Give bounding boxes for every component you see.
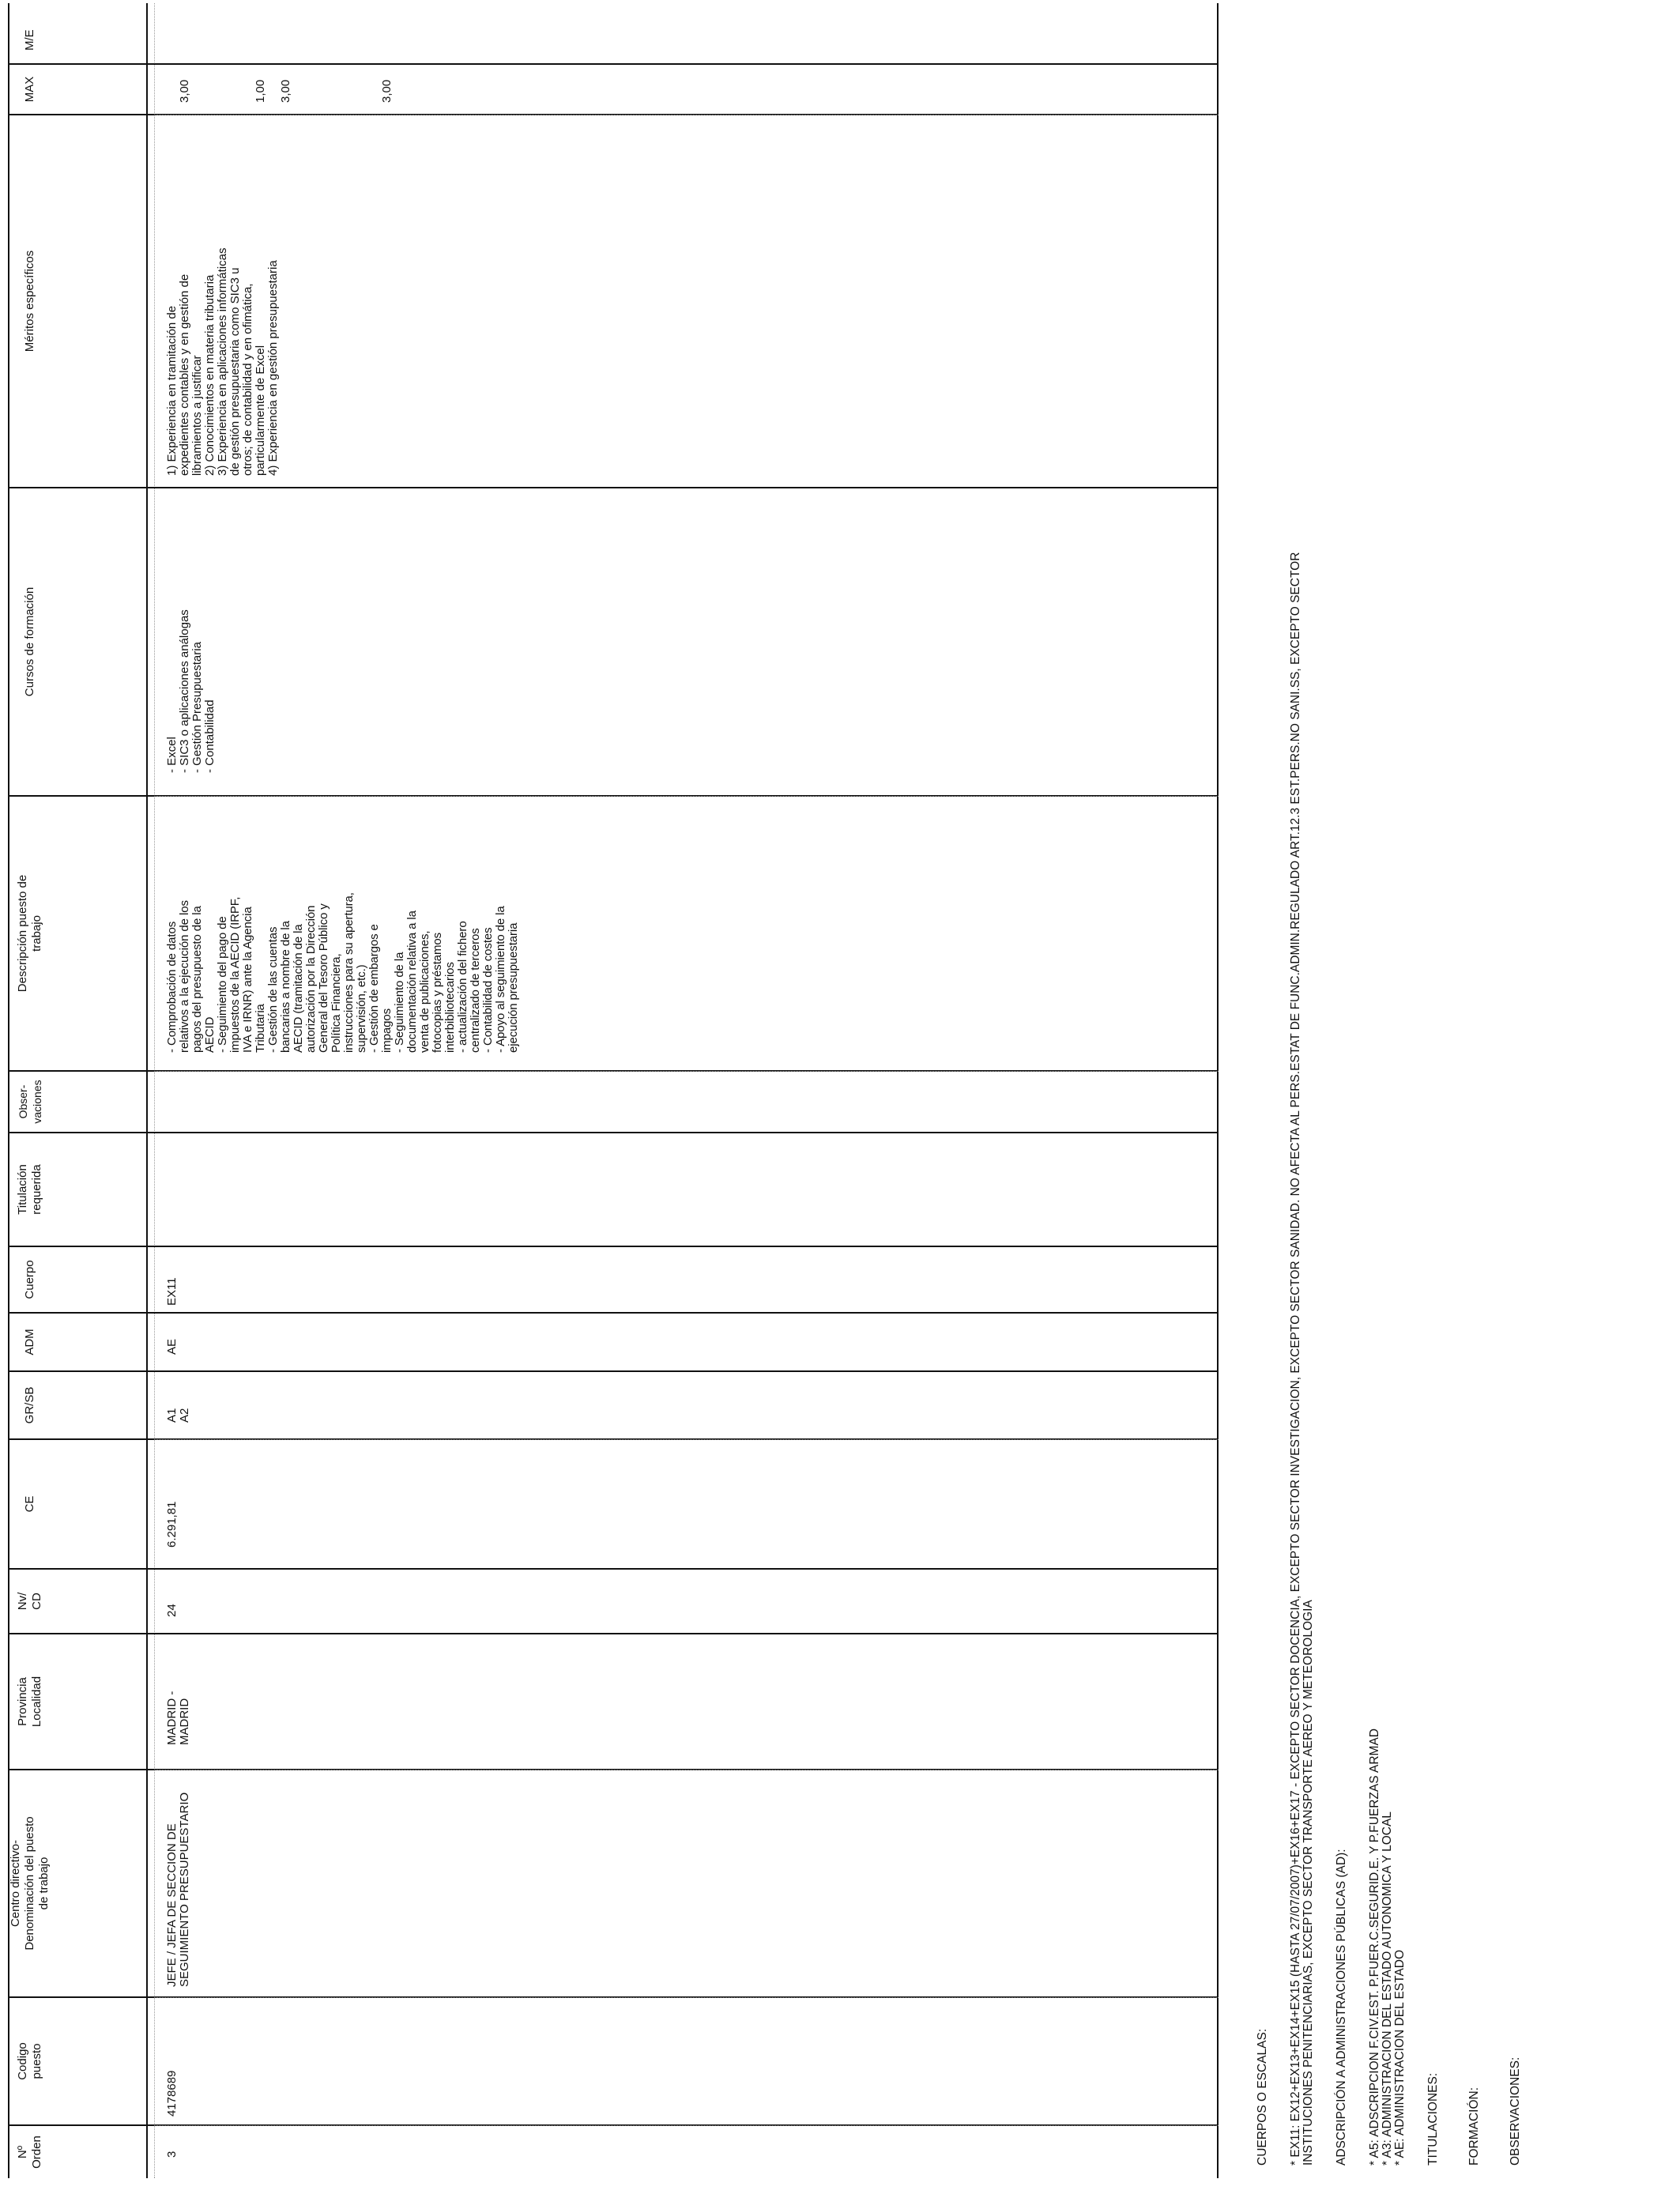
header-observaciones: Obser- vaciones xyxy=(17,1080,43,1124)
col-me xyxy=(8,3,1219,63)
col-provincia xyxy=(8,1633,1219,1769)
adscripcion-text: * A5: ADSCRIPCION F.CIV.EST. P.FUER.C.SEGURID.E. Y P.FUERZAS ARMAD * A3: ADMINISTRACION DEL ESTADO AUTONOMICA Y LOCAL * AE: ADMINISTRACION DEL ESTADO xyxy=(1368,1728,1407,2166)
header-provincia: Provincia Localidad xyxy=(16,1676,43,1728)
cell-provincia: MADRID - MADRID xyxy=(165,1691,191,1745)
titulaciones-title: TITULACIONES: xyxy=(1426,2072,1440,2166)
legend-footer xyxy=(1256,32,1543,2166)
cuerpos-title: CUERPOS O ESCALAS: xyxy=(1256,2028,1269,2166)
dotted-guide xyxy=(154,1071,1219,1072)
col-max xyxy=(8,63,1219,114)
observaciones-title: OBSERVACIONES: xyxy=(1509,2056,1522,2166)
dotted-guide xyxy=(154,2125,1219,2126)
max-value-2: 1,00 xyxy=(254,79,267,103)
cell-cuerpo: EX11 xyxy=(165,1277,179,1306)
col-grupo xyxy=(8,1370,1219,1438)
dotted-guide xyxy=(154,796,1219,797)
max-spacer-5 xyxy=(356,70,368,103)
cell-cursos: - Excel - SIC3 o aplicaciones análogas - Gestión Presupuestaria - Contabilidad xyxy=(165,609,217,773)
col-nivel xyxy=(8,1568,1219,1633)
col-adm xyxy=(8,1312,1219,1370)
col-ce xyxy=(8,1438,1219,1568)
col-centro xyxy=(8,1769,1219,1996)
dotted-guide xyxy=(154,1997,1219,1998)
header-cuerpo: Cuerpo xyxy=(23,1260,36,1299)
dotted-guide xyxy=(154,1439,1219,1440)
max-value-1: 3,00 xyxy=(178,79,191,103)
col-observaciones xyxy=(8,1070,1219,1132)
col-titulacion xyxy=(8,1132,1219,1246)
header-me: M/E xyxy=(23,29,36,51)
header-cursos: Cursos de formación xyxy=(23,586,36,697)
formacion-title: FORMACIÓN: xyxy=(1467,2087,1481,2166)
header-titulacion: Titulación requerida xyxy=(16,1164,43,1215)
cell-codigo: 4178689 xyxy=(165,2070,179,2117)
max-spacer-4 xyxy=(330,70,343,103)
header-ce: CE xyxy=(23,1495,36,1513)
col-orden xyxy=(8,2124,1219,2178)
cell-nivel: 24 xyxy=(165,1604,179,1617)
header-nivel: Nv/ CD xyxy=(16,1592,43,1611)
col-codigo xyxy=(8,1996,1219,2124)
header-descripcion: Descripción puesto de trabajo xyxy=(16,874,43,993)
header-centro: Centro directivo- Denominación del puesto de trabajo xyxy=(9,1816,51,1951)
cell-orden: 3 xyxy=(165,2151,179,2158)
header-meritos: Méritos específicos xyxy=(23,250,36,352)
col-cuerpo xyxy=(8,1246,1219,1312)
col-meritos xyxy=(8,114,1219,487)
adscripcion-title: ADSCRIPCIÓN A ADMINISTRACIONES PÚBLICAS (AD): xyxy=(1335,1849,1348,2166)
job-table xyxy=(8,3,1219,2178)
max-spacer-3 xyxy=(305,70,318,103)
cell-adm: AE xyxy=(165,1338,179,1355)
cuerpos-text: * EX11: EX12+EX13+EX14+EX15 (HASTA 27/07/2007)+EX16+EX17 - EXCEPTO SECTOR DOCENCIA, EXCEPTO SECTOR INVESTIGACION, EXCEPTO SECTOR SANIDAD. NO AFECTA AL PERS.ESTAT DE FUNC.ADMIN.REGULADO ART.12.3 EST.PERS.NO SANI.SS, EXCEPTO SECTOR INSTITUCIONES PENITENCIARIAS, EXCEPTO SECTOR TRANSPORTE AEREO Y METEOROLOGIA xyxy=(1289,552,1315,2166)
cell-max xyxy=(166,70,406,103)
max-spacer-2 xyxy=(229,70,242,103)
cell-grupo: A1 A2 xyxy=(165,1408,191,1423)
cell-ce: 6.291,81 xyxy=(165,1501,179,1547)
cell-centro: JEFE / JEFA DE SECCION DE SEGUIMIENTO PRESUPUESTARIO xyxy=(165,1792,191,1987)
col-descripcion xyxy=(8,795,1219,1070)
cell-descripcion: - Comprobación de datos relativos a la ejecución de los pagos del presupuesto de la AECID - Seguimiento del pago de impuestos de la AECID (IRPF, IVA e IRNR) ante la Agencia Tributaria - Gestión de las cuentas bancarias a nombre de la AECID (tramitación de la autorización por la Dirección General del Tesoro Público y Política Financiera, instrucciones para su apertura, supervisión, etc.) - Gestión de embargos e impagos - Seguimiento de la documentación relativa a la venta de publicaciones, fotocopias y préstamos interbibliotecarios - actualización del fichero centralizado de terceros - Contabilidad de costes - Apoyo al seguimiento de la ejecución presupuestaria xyxy=(165,892,520,1053)
header-codigo: Codigo puesto xyxy=(16,2042,43,2080)
header-orden: Nº Orden xyxy=(16,2136,43,2169)
max-value-3: 3,00 xyxy=(279,79,292,103)
max-value-4: 3,00 xyxy=(380,79,394,103)
header-grupo: GR/SB xyxy=(23,1386,36,1424)
header-adm: ADM xyxy=(23,1329,36,1355)
cell-meritos: 1) Experiencia en tramitación de expedientes contables y en gestión de libramientos a justificar 2) Conocimientos en materia tributaria 3) Experiencia en aplicaciones informáticas de gestión presupuestaria como SIC3 u otros; de contabilidad y en ofimática, particularmente de Excel 4) Experiencia en gestión presupuestaria xyxy=(165,247,280,476)
col-cursos xyxy=(8,487,1219,795)
header-max: MAX xyxy=(23,76,36,103)
max-spacer-1 xyxy=(204,70,217,103)
